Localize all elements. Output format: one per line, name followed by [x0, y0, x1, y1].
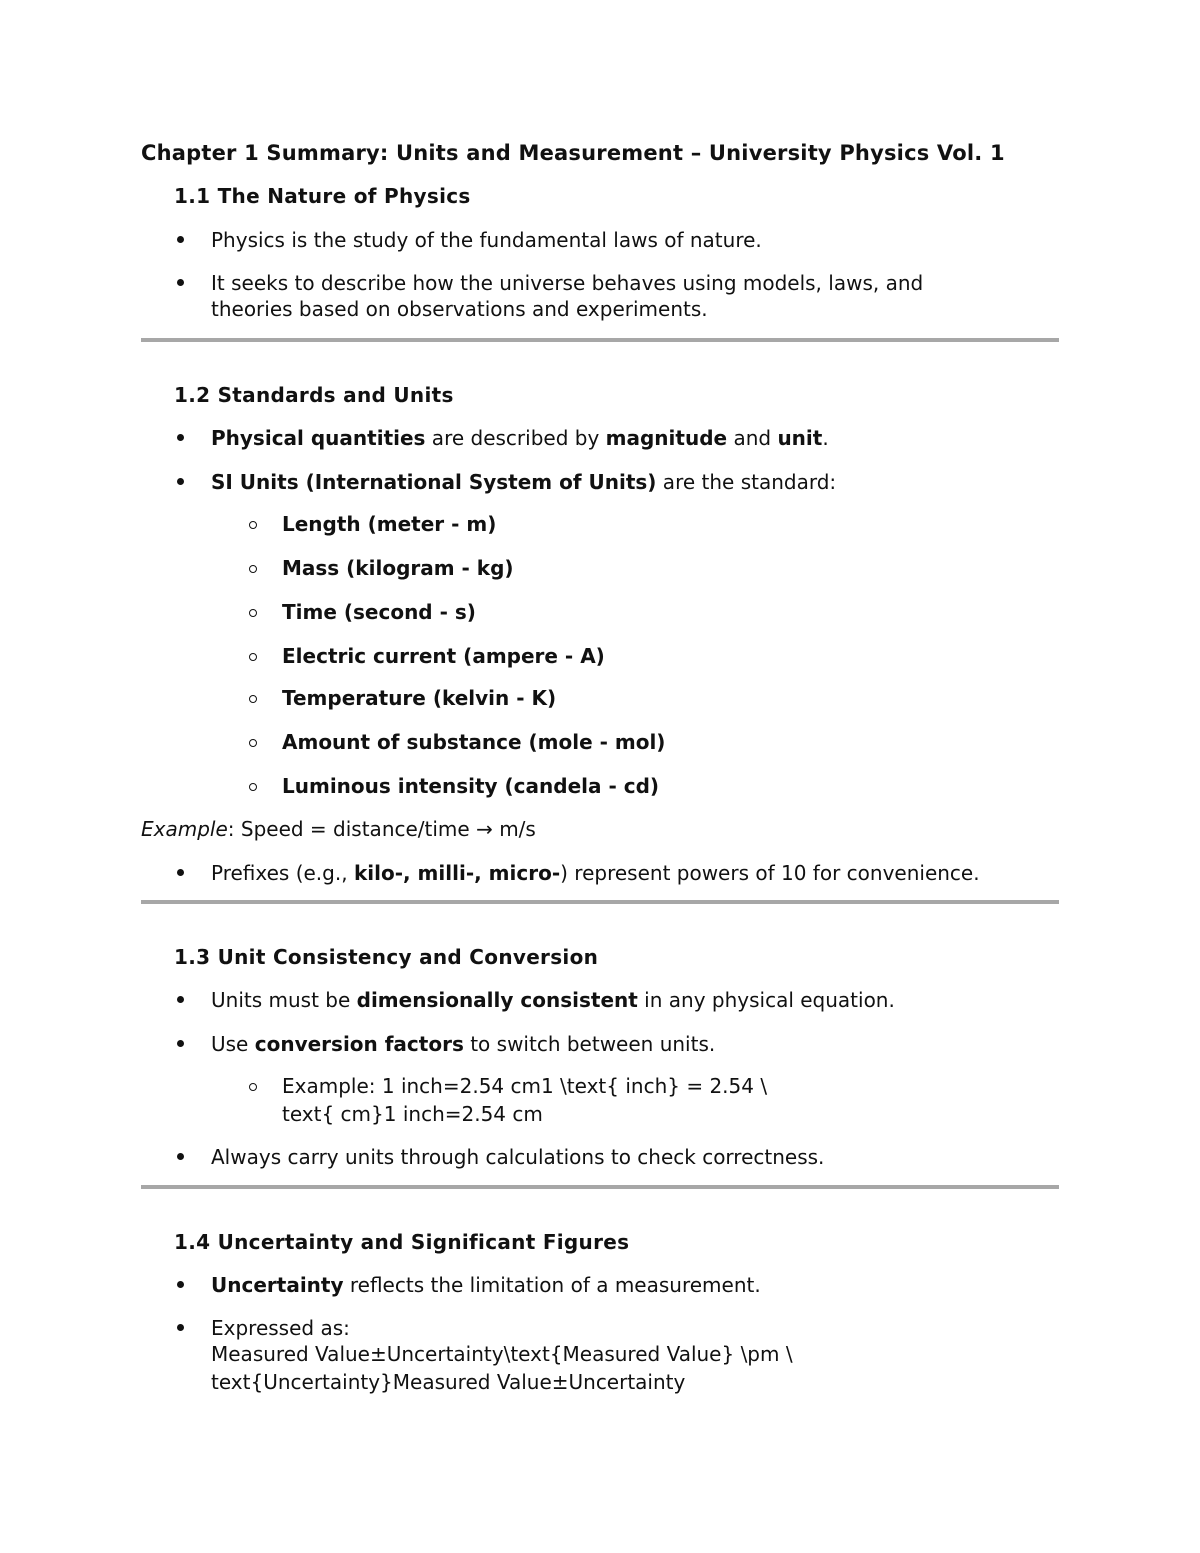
sub-bullet-circle-icon [249, 695, 257, 703]
section-heading-1-3: 1.3 Unit Consistency and Conversion [174, 945, 599, 969]
si-unit-item: Time (second - s) [282, 600, 476, 624]
si-unit-item: Mass (kilogram - kg) [282, 556, 514, 580]
section-heading-1-4: 1.4 Uncertainty and Significant Figures [174, 1230, 630, 1254]
list-item: SI Units (International System of Units) are the standard: [211, 470, 837, 494]
section-heading-1-2: 1.2 Standards and Units [174, 383, 454, 407]
bullet-dot-icon [177, 996, 184, 1003]
list-item: Physics is the study of the fundamental laws of nature. [211, 228, 762, 252]
term-uncertainty: Uncertainty [211, 1273, 344, 1297]
list-item: Units must be dimensionally consistent in any physical equation. [211, 988, 895, 1012]
list-item-continuation: text{Uncertainty}Measured Value±Uncertainty [211, 1370, 686, 1394]
example-label: Example [141, 817, 228, 841]
list-item: Use conversion factors to switch between units. [211, 1032, 716, 1056]
page-title: Chapter 1 Summary: Units and Measurement – University Physics Vol. 1 [141, 141, 1005, 165]
sub-bullet-circle-icon [249, 609, 257, 617]
bullet-dot-icon [177, 1281, 184, 1288]
section-divider [141, 900, 1059, 904]
term-prefixes: kilo-, milli-, micro- [353, 861, 561, 885]
si-unit-item: Length (meter - m) [282, 512, 497, 536]
list-item-continuation: Measured Value±Uncertainty\text{Measured Value} \pm \ [211, 1342, 793, 1366]
bullet-dot-icon [177, 1153, 184, 1160]
term-si-units: SI Units (International System of Units) [211, 470, 657, 494]
si-unit-item: Luminous intensity (candela - cd) [282, 774, 660, 798]
sub-bullet-circle-icon [249, 1083, 257, 1091]
bullet-dot-icon [177, 434, 184, 441]
si-unit-item: Amount of substance (mole - mol) [282, 730, 666, 754]
si-unit-item: Temperature (kelvin - K) [282, 686, 557, 710]
term-magnitude: magnitude [605, 426, 728, 450]
sub-bullet-circle-icon [249, 783, 257, 791]
sub-bullet-circle-icon [249, 565, 257, 573]
section-divider [141, 338, 1059, 342]
bullet-dot-icon [177, 869, 184, 876]
sub-bullet-circle-icon [249, 653, 257, 661]
list-item: Prefixes (e.g., kilo-, milli-, micro-) represent powers of 10 for convenience. [211, 861, 980, 885]
bullet-dot-icon [177, 1040, 184, 1047]
sub-bullet-circle-icon [249, 739, 257, 747]
bullet-dot-icon [177, 279, 184, 286]
bullet-dot-icon [177, 1324, 184, 1331]
section-divider [141, 1185, 1059, 1189]
section-heading-1-1: 1.1 The Nature of Physics [174, 184, 471, 208]
term-physical-quantities: Physical quantities [211, 426, 426, 450]
sub-list-item: Example: 1 inch=2.54 cm1 \text{ inch} = 2.54 \ [282, 1074, 768, 1098]
sub-list-item-continuation: text{ cm}1 inch=2.54 cm [282, 1102, 543, 1126]
list-item: Always carry units through calculations to check correctness. [211, 1145, 825, 1169]
list-item: Uncertainty reflects the limitation of a measurement. [211, 1273, 761, 1297]
list-item: Expressed as: [211, 1316, 350, 1340]
sub-bullet-circle-icon [249, 521, 257, 529]
list-item: It seeks to describe how the universe behaves using models, laws, and [211, 271, 924, 295]
term-dimensionally-consistent: dimensionally consistent [356, 988, 638, 1012]
list-item-continuation: theories based on observations and experiments. [211, 297, 708, 321]
term-conversion-factors: conversion factors [254, 1032, 464, 1056]
bullet-dot-icon [177, 236, 184, 243]
example-line: Example: Speed = distance/time → m/s [141, 817, 536, 841]
bullet-dot-icon [177, 478, 184, 485]
si-unit-item: Electric current (ampere - A) [282, 644, 605, 668]
list-item: Physical quantities are described by magnitude and unit. [211, 426, 829, 450]
term-unit: unit [777, 426, 823, 450]
